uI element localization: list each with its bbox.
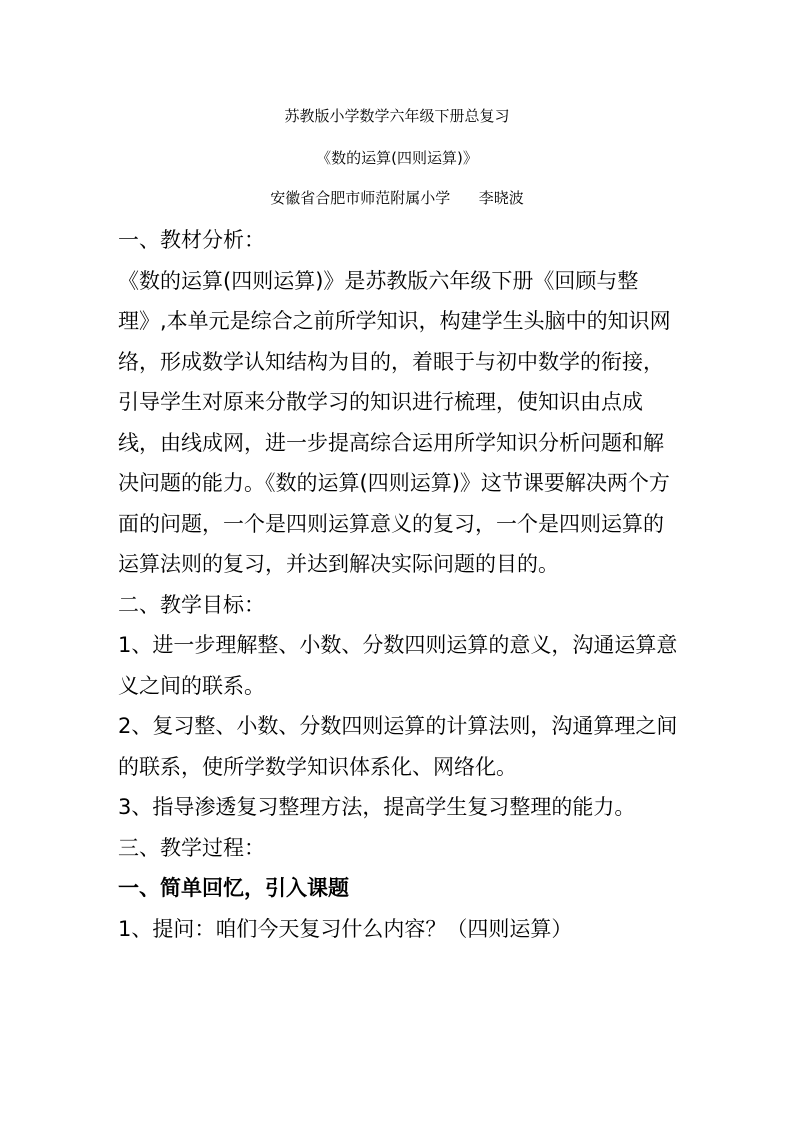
step-heading-review: 一、简单回忆，引入课题 [118, 876, 349, 900]
section-heading-teaching-process: 三、教学过程： [118, 835, 265, 860]
section-heading-teaching-goals: 二、教学目标： [118, 592, 265, 617]
doc-subtitle: 《数的运算(四则运算)》 [316, 149, 478, 167]
teaching-goal-3: 3、指导渗透复习整理方法，提高学生复习整理的能力。 [118, 795, 636, 819]
step-question-text: 1、提问：咱们今天复习什么内容？（四则运算） [118, 916, 573, 941]
section-heading-material-analysis: 一、教材分析： [118, 228, 265, 252]
material-analysis-paragraph: 《数的运算(四则运算)》是苏教版六年级下册《回顾与整理》,本单元是综合之前所学知识，构建学生头脑中的知识网络，形成数学认知结构为目的，着眼于与初中数学的衔接，引导学生对原来分散学习的知识进行梳理，使知识由点成线，由线成网，进一步提高综合运用所学知识分析问题和解决问题的能力。《数的运算(四则运算)》这节课要解决两个方面的问题，一个是四则运算意义的复习，一个是四则运算的运算法则的复习，并达到解决实际问题的目的。 [118, 268, 671, 576]
teaching-goal-1: 1、进一步理解整、小数、分数四则运算的意义，沟通运算意义之间的联系。 [118, 633, 678, 698]
document-body [118, 220, 678, 949]
teaching-goal-2: 2、复习整、小数、分数四则运算的计算法则，沟通算理之间的联系，使所学数学知识体系化、网络化。 [118, 714, 678, 779]
doc-author: 安徽省合肥市师范附属小学 李晓波 [270, 189, 524, 207]
doc-title: 苏教版小学数学六年级下册总复习 [284, 107, 510, 125]
